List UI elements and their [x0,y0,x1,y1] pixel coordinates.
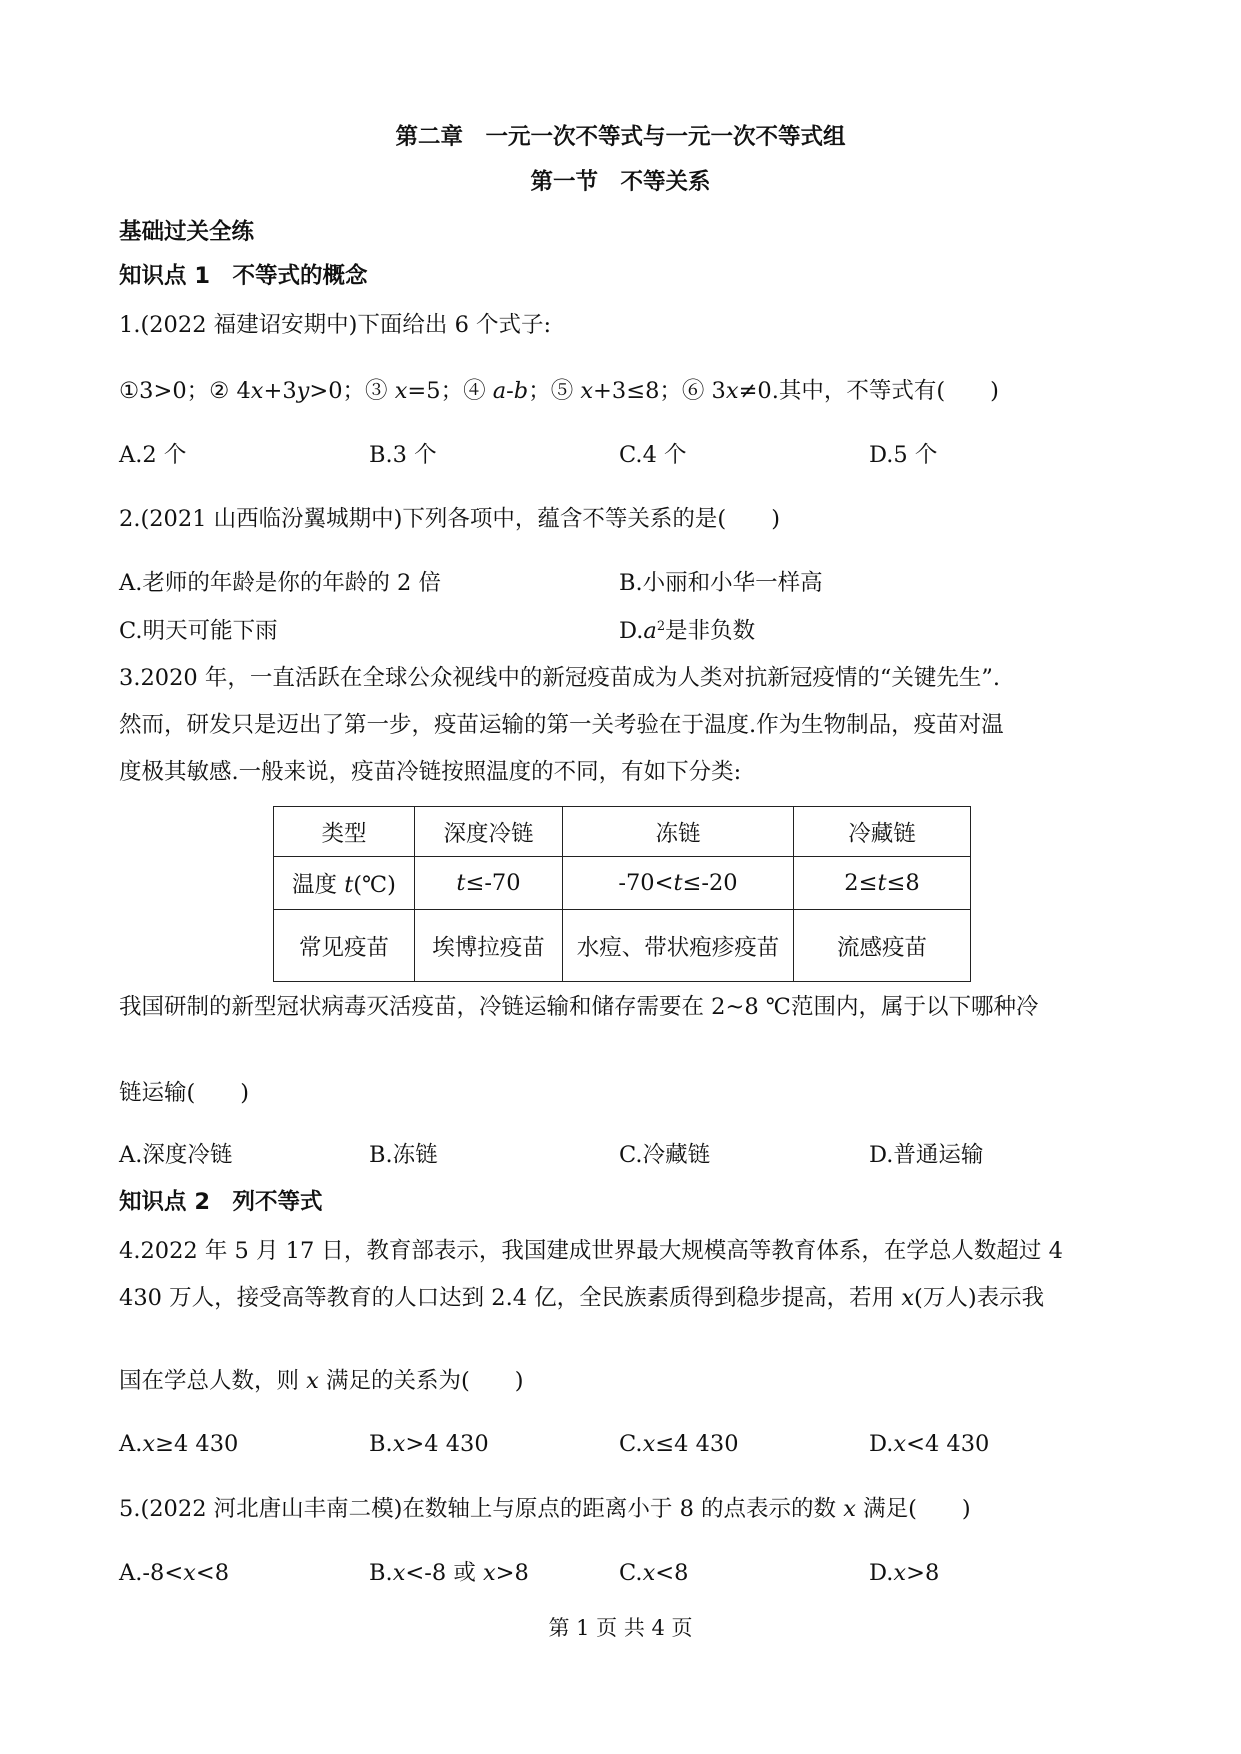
section-title: 第一节 不等关系 [530,169,711,195]
table-cell: 冷藏链 [794,807,971,857]
question-3-line-5: 链运输( ) [119,1080,250,1106]
question-3-line-1: 3.2020 年，一直活跃在全球公众视线中的新冠疫苗成为人类对抗新冠疫情的“关键先生”. [119,665,1001,691]
question-4-line-2: 430 万人，接受高等教育的人口达到 2.4 亿，全民族素质得到稳步提高，若用 x(万人)表示我 [119,1285,1045,1311]
table-row [274,857,971,910]
question-1-option-c: C.4 个 [619,442,687,468]
question-3-option-a: A.深度冷链 [119,1142,233,1168]
table-cell: 2≤t≤8 [794,857,971,910]
question-5-option-b: B.x<-8 或 x>8 [369,1560,529,1586]
question-5-option-d: D.x>8 [869,1560,940,1586]
question-4-line-3: 国在学总人数，则 x 满足的关系为( ) [119,1368,524,1394]
question-2-stem: 2.(2021 山西临汾翼城期中)下列各项中，蕴含不等关系的是( ) [119,506,780,532]
question-3-option-b: B.冻链 [369,1142,438,1168]
question-3-line-4: 我国研制的新型冠状病毒灭活疫苗，冷链运输和储存需要在 2~8 ℃范围内，属于以下哪种冷 [119,994,1039,1020]
question-1-option-b: B.3 个 [369,442,437,468]
table-cell: 深度冷链 [415,807,563,857]
question-5-stem: 5.(2022 河北唐山丰南二模)在数轴上与原点的距离小于 8 的点表示的数 x 满足( ) [119,1496,971,1522]
question-1-option-d: D.5 个 [869,442,938,468]
question-3-option-c: C.冷藏链 [619,1142,711,1168]
table-cell: 常见疫苗 [274,910,415,982]
question-2-option-d: $D.a^2$是非负数 [619,618,756,644]
table-header-row [274,807,971,857]
table-cell: 水痘、带状疱疹疫苗 [563,910,794,982]
question-1-option-a: A.2 个 [119,442,187,468]
question-5-option-a: A.-8<x<8 [119,1560,230,1586]
question-1-stem: 1.(2022 福建诏安期中)下面给出 6 个式子: [119,312,552,338]
question-5-option-c: C.x<8 [619,1560,689,1586]
question-3-option-d: D.普通运输 [869,1142,984,1168]
table-cell: 冻链 [563,807,794,857]
table-cell: 流感疫苗 [794,910,971,982]
table-cell: 埃博拉疫苗 [415,910,563,982]
knowledge-point-2-title: 知识点 2 列不等式 [119,1189,323,1215]
question-4-option-d: D.x<4 430 [869,1431,990,1457]
question-4-line-1: 4.2022 年 5 月 17 日，教育部表示，我国建成世界最大规模高等教育体系，在学总人数超过 4 [119,1238,1063,1264]
question-3-line-2: 然而，研发只是迈出了第一步，疫苗运输的第一关考验在于温度.作为生物制品，疫苗对温 [119,712,1004,738]
cold-chain-table [273,806,971,982]
chapter-title: 第二章 一元一次不等式与一元一次不等式组 [395,124,846,150]
table-cell: t≤-70 [415,857,563,910]
table-cell: -70<t≤-20 [563,857,794,910]
knowledge-point-1-title: 知识点 1 不等式的概念 [119,263,368,289]
table-row [274,910,971,982]
question-4-option-a: A.x≥4 430 [119,1431,239,1457]
table-cell: 类型 [274,807,415,857]
question-2-option-c: C.明天可能下雨 [119,618,278,644]
part-title: 基础过关全练 [119,219,255,245]
table-cell: 温度 t(℃) [274,857,415,910]
question-3-line-3: 度极其敏感.一般来说，疫苗冷链按照温度的不同，有如下分类: [119,759,742,785]
question-4-option-c: C.x≤4 430 [619,1431,739,1457]
question-4-option-b: B.x>4 430 [369,1431,489,1457]
page-footer: 第 1 页 共 4 页 [548,1616,693,1640]
question-2-option-b: B.小丽和小华一样高 [619,570,823,596]
question-1-expressions: ①3>0；② 4x+3y>0；③ x=5；④ a-b；⑤ x+3≤8；⑥ 3x≠0.其中，不等式有( ) [119,378,999,404]
question-2-option-a: A.老师的年龄是你的年龄的 2 倍 [119,570,442,596]
